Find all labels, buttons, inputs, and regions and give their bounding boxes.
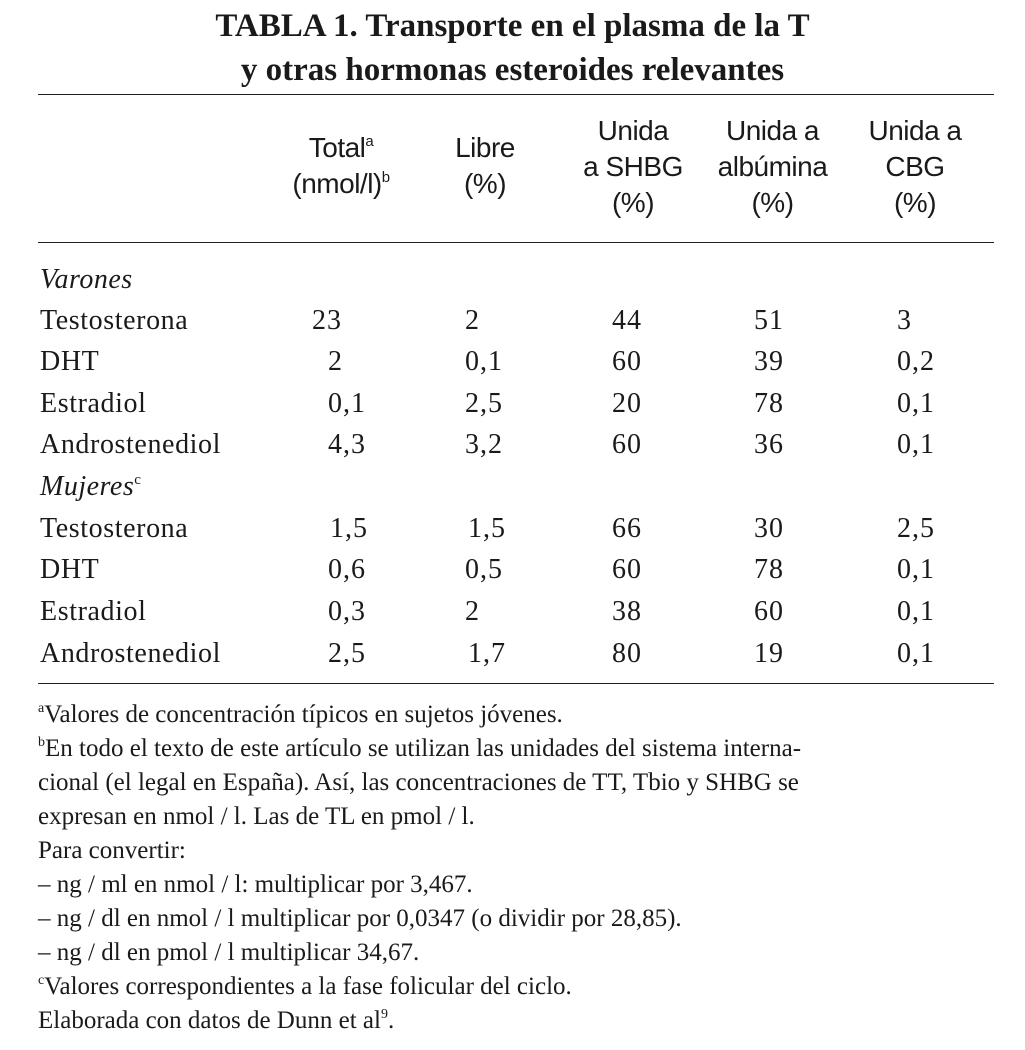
cell-libre: 1,7 [468,638,506,669]
cell-libre: 2,5 [465,388,503,419]
cell-total: 23 [312,305,342,336]
header-shbg: Unida a SHBG (%) [583,115,683,218]
cell-libre: 0,5 [465,554,503,585]
cell-total: 2,5 [328,638,366,669]
footnote-a: $^a$Valores de concentración típicos en sujetos jóvenes. [38,701,563,728]
table-title [0,4,1025,92]
row-name: Estradiol [40,596,147,627]
cell-albumina: 51 [754,305,784,336]
cell-albumina: 19 [754,638,784,669]
cell-total: 4,3 [328,429,366,460]
header-cbg: Unida a CBG (%) [868,115,962,218]
cell-libre: 3,2 [465,429,503,460]
cell-total: 0,1 [328,388,366,419]
row-name: Androstenediol [40,429,222,460]
table-row [0,425,1025,465]
cell-albumina: 78 [754,388,784,419]
convert-title: Para convertir: [38,837,186,864]
cell-libre: 1,5 [468,513,506,544]
cell-cbg: 2,5 [897,513,935,544]
cell-albumina: 30 [754,513,784,544]
table-row [0,342,1025,382]
cell-total: 0,3 [328,596,366,627]
cell-cbg: 0,2 [897,346,935,377]
source-note: Elaborada con datos de Dunn et $al^9$. [38,1007,395,1034]
cell-shbg: 60 [612,429,642,460]
table-row [0,592,1025,632]
cell-shbg: 20 [612,388,642,419]
cell-total: 0,6 [328,554,366,585]
cell-shbg: 66 [612,513,642,544]
row-name: Androstenediol [40,638,222,669]
cell-shbg: 38 [612,596,642,627]
table-row [0,634,1025,674]
footnote-b-line-2: cional (el legal en España). Así, las concentraciones de TT, Tbio y SHBG se [38,769,799,796]
header-total: Total$^a$ (nmol/l)$^b$ [292,132,390,199]
cell-total: 1,5 [330,513,368,544]
cell-shbg: 60 [612,554,642,585]
table-row [0,301,1025,341]
cell-cbg: 0,1 [897,638,935,669]
table-row [0,384,1025,424]
header-albumina: Unida a albúmina (%) [717,115,828,218]
bottom-rule [38,683,994,684]
cell-albumina: 60 [754,596,784,627]
row-name: DHT [40,554,100,585]
convert-line-2: – ng / dl en nmol / l multiplicar por 0,0347 (o dividir por 28,85). [38,905,682,932]
row-name: Estradiol [40,388,147,419]
group-label-varones: Varones [40,264,133,295]
footnote-b: $^b$En todo el texto de este artículo se utilizan las unidades del sistema interna- [38,735,802,762]
cell-cbg: 0,1 [897,596,935,627]
footnote-c: $^c$Valores correspondientes a la fase folicular del ciclo. [38,973,572,1000]
cell-albumina: 36 [754,429,784,460]
cell-albumina: 78 [754,554,784,585]
footnote-b-line-3: expresan en nmol / l. Las de TL en pmol / l. [38,803,475,830]
cell-cbg: 0,1 [897,554,935,585]
cell-cbg: 0,1 [897,429,935,460]
table-row [0,550,1025,590]
cell-cbg: 0,1 [897,388,935,419]
group-label-mujeres: Mujeres$^c$ [40,471,142,502]
reference-number: 9 [380,1007,388,1022]
cell-libre: 0,1 [465,346,503,377]
cell-albumina: 39 [754,346,784,377]
table-title-line-1: TABLA 1. Transporte en el plasma de la T [215,8,810,44]
cell-shbg: 60 [612,346,642,377]
cell-libre: 2 [465,596,480,627]
row-name: Testosterona [40,305,189,336]
header-libre: Libre (%) [455,132,515,199]
cell-shbg: 80 [612,638,642,669]
cell-total: 2 [328,346,343,377]
row-name: DHT [40,346,100,377]
table-row [0,509,1025,549]
row-name: Testosterona [40,513,189,544]
convert-line-1: – ng / ml en nmol / l: multiplicar por 3,467. [38,871,473,898]
header-rule [38,242,994,243]
cell-libre: 2 [465,305,480,336]
convert-line-3: – ng / dl en pmol / l multiplicar 34,67. [38,939,420,966]
top-rule [38,94,994,95]
cell-cbg: 3 [897,305,912,336]
footnotes [38,698,998,1038]
cell-shbg: 44 [612,305,642,336]
table-title-line-2: y otras hormonas esteroides relevantes [240,52,785,88]
